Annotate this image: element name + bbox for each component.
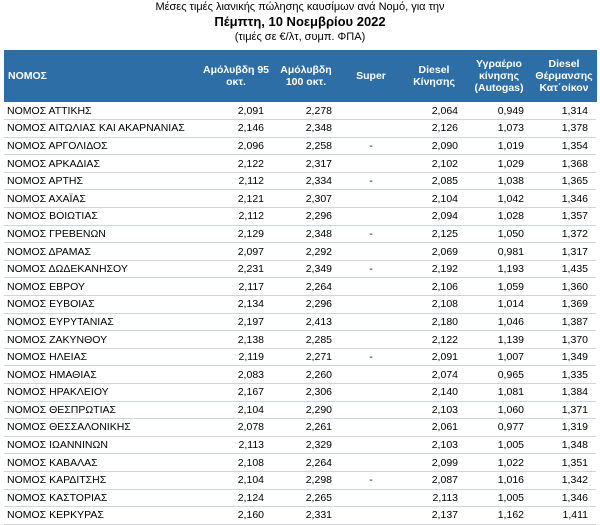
unleaded-100-cell: 2,292 (272, 243, 340, 261)
unleaded-100-cell: 2,307 (272, 190, 340, 208)
unleaded-95-cell: 2,108 (200, 454, 272, 472)
super-cell (340, 296, 402, 314)
table-row (4, 454, 596, 472)
nomos-cell: ΝΟΜΟΣ ΑΡΚΑΔΙΑΣ (4, 155, 200, 173)
nomos-cell: ΝΟΜΟΣ ΘΕΣΣΑΛΟΝΙΚΗΣ (4, 419, 200, 437)
nomos-cell: ΝΟΜΟΣ ΗΛΕΙΑΣ (4, 348, 200, 366)
heating-diesel-cell: 1,349 (532, 348, 596, 366)
super-cell (340, 155, 402, 173)
heating-diesel-cell: 1,351 (532, 454, 596, 472)
unleaded-100-cell: 2,264 (272, 454, 340, 472)
heating-diesel-cell: 1,369 (532, 296, 596, 314)
autogas-cell: 1,016 (466, 471, 532, 489)
nomos-cell: ΝΟΜΟΣ ΓΡΕΒΕΝΩΝ (4, 225, 200, 243)
diesel-cell: 2,103 (402, 401, 466, 419)
diesel-cell: 2,094 (402, 208, 466, 226)
autogas-cell: 1,073 (466, 120, 532, 138)
nomos-cell: ΝΟΜΟΣ ΑΡΓΟΛΙΔΟΣ (4, 137, 200, 155)
heating-diesel-cell: 1,348 (532, 436, 596, 454)
unleaded-100-cell: 2,348 (272, 225, 340, 243)
autogas-cell: 1,059 (466, 278, 532, 296)
table-row (4, 348, 596, 366)
super-cell (340, 419, 402, 437)
table-row (4, 507, 596, 525)
col-header-unleaded-100: Αμόλυβδη 100 οκτ. (272, 50, 340, 102)
heating-diesel-cell: 1,346 (532, 190, 596, 208)
heating-diesel-cell: 1,317 (532, 243, 596, 261)
super-cell (340, 278, 402, 296)
report-units: (τιμές σε €/λτ, συμπ. ΦΠΑ) (234, 31, 366, 43)
unleaded-100-cell: 2,348 (272, 120, 340, 138)
nomos-cell: ΝΟΜΟΣ ΗΜΑΘΙΑΣ (4, 366, 200, 384)
nomos-cell: ΝΟΜΟΣ ΔΡΑΜΑΣ (4, 243, 200, 261)
fuel-price-table (4, 50, 597, 525)
table-row (4, 260, 596, 278)
diesel-cell: 2,064 (402, 102, 466, 120)
col-header-nomos: ΝΟΜΟΣ (4, 50, 200, 102)
super-cell: - (340, 172, 402, 190)
unleaded-95-cell: 2,083 (200, 366, 272, 384)
col-header-diesel: Diesel Κίνησης (402, 50, 466, 102)
table-row (4, 401, 596, 419)
diesel-cell: 2,180 (402, 313, 466, 331)
nomos-cell: ΝΟΜΟΣ ΘΕΣΠΡΩΤΙΑΣ (4, 401, 200, 419)
unleaded-100-cell: 2,306 (272, 384, 340, 402)
unleaded-100-cell: 2,290 (272, 401, 340, 419)
heating-diesel-cell: 1,371 (532, 401, 596, 419)
table-row (4, 225, 596, 243)
autogas-cell: 1,162 (466, 507, 532, 525)
nomos-cell: ΝΟΜΟΣ ΕΒΡΟΥ (4, 278, 200, 296)
heating-diesel-cell: 1,314 (532, 102, 596, 120)
table-row (4, 471, 596, 489)
super-cell: - (340, 260, 402, 278)
unleaded-95-cell: 2,146 (200, 120, 272, 138)
nomos-cell: ΝΟΜΟΣ ΚΑΒΑΛΑΣ (4, 454, 200, 472)
unleaded-100-cell: 2,264 (272, 278, 340, 296)
heating-diesel-cell: 1,411 (532, 507, 596, 525)
autogas-cell: 1,029 (466, 155, 532, 173)
table-row (4, 366, 596, 384)
autogas-cell: 1,014 (466, 296, 532, 314)
diesel-cell: 2,103 (402, 436, 466, 454)
unleaded-95-cell: 2,112 (200, 172, 272, 190)
table-row (4, 278, 596, 296)
col-header-autogas: Υγραέριο κίνησης (Autogas) (466, 50, 532, 102)
nomos-cell: ΝΟΜΟΣ ΚΑΣΤΟΡΙΑΣ (4, 489, 200, 507)
diesel-cell: 2,069 (402, 243, 466, 261)
diesel-cell: 2,137 (402, 507, 466, 525)
unleaded-100-cell: 2,329 (272, 436, 340, 454)
diesel-cell: 2,104 (402, 190, 466, 208)
diesel-cell: 2,074 (402, 366, 466, 384)
autogas-cell: 1,038 (466, 172, 532, 190)
unleaded-95-cell: 2,121 (200, 190, 272, 208)
unleaded-95-cell: 2,119 (200, 348, 272, 366)
autogas-cell: 1,046 (466, 313, 532, 331)
autogas-cell: 1,005 (466, 489, 532, 507)
unleaded-100-cell: 2,296 (272, 296, 340, 314)
unleaded-95-cell: 2,104 (200, 471, 272, 489)
super-cell (340, 313, 402, 331)
autogas-cell: 1,193 (466, 260, 532, 278)
autogas-cell: 1,022 (466, 454, 532, 472)
table-row (4, 436, 596, 454)
report-subtitle: Μέσες τιμές λιανικής πώλησης καυσίμων ανά Νομό, για την (155, 1, 445, 13)
table-row (4, 419, 596, 437)
unleaded-100-cell: 2,261 (272, 419, 340, 437)
heating-diesel-cell: 1,378 (532, 120, 596, 138)
heating-diesel-cell: 1,360 (532, 278, 596, 296)
heating-diesel-cell: 1,354 (532, 137, 596, 155)
heating-diesel-cell: 1,368 (532, 155, 596, 173)
unleaded-100-cell: 2,298 (272, 471, 340, 489)
table-row (4, 296, 596, 314)
super-cell: - (340, 471, 402, 489)
heating-diesel-cell: 1,342 (532, 471, 596, 489)
nomos-cell: ΝΟΜΟΣ ΑΧΑΪΑΣ (4, 190, 200, 208)
heating-diesel-cell: 1,346 (532, 489, 596, 507)
diesel-cell: 2,108 (402, 296, 466, 314)
table-row (4, 102, 596, 120)
table-row (4, 190, 596, 208)
heating-diesel-cell: 1,335 (532, 366, 596, 384)
heating-diesel-cell: 1,319 (532, 419, 596, 437)
table-row (4, 137, 596, 155)
autogas-cell: 1,005 (466, 436, 532, 454)
unleaded-95-cell: 2,129 (200, 225, 272, 243)
unleaded-95-cell: 2,078 (200, 419, 272, 437)
super-cell (340, 454, 402, 472)
table-row (4, 313, 596, 331)
nomos-cell: ΝΟΜΟΣ ΑΤΤΙΚΗΣ (4, 102, 200, 120)
autogas-cell: 1,050 (466, 225, 532, 243)
table-row (4, 172, 596, 190)
diesel-cell: 2,102 (402, 155, 466, 173)
autogas-cell: 1,019 (466, 137, 532, 155)
unleaded-95-cell: 2,231 (200, 260, 272, 278)
super-cell (340, 190, 402, 208)
unleaded-95-cell: 2,167 (200, 384, 272, 402)
diesel-cell: 2,122 (402, 331, 466, 349)
super-cell (340, 489, 402, 507)
nomos-cell: ΝΟΜΟΣ ΖΑΚΥΝΘΟΥ (4, 331, 200, 349)
table-row (4, 243, 596, 261)
unleaded-100-cell: 2,271 (272, 348, 340, 366)
diesel-cell: 2,085 (402, 172, 466, 190)
super-cell (340, 507, 402, 525)
report-header (0, 0, 600, 44)
autogas-cell: 1,028 (466, 208, 532, 226)
unleaded-95-cell: 2,197 (200, 313, 272, 331)
nomos-cell: ΝΟΜΟΣ ΕΥΒΟΙΑΣ (4, 296, 200, 314)
super-cell: - (340, 225, 402, 243)
nomos-cell: ΝΟΜΟΣ ΕΥΡΥΤΑΝΙΑΣ (4, 313, 200, 331)
autogas-cell: 0,977 (466, 419, 532, 437)
diesel-cell: 2,061 (402, 419, 466, 437)
unleaded-95-cell: 2,112 (200, 208, 272, 226)
unleaded-95-cell: 2,122 (200, 155, 272, 173)
unleaded-100-cell: 2,265 (272, 489, 340, 507)
heating-diesel-cell: 1,372 (532, 225, 596, 243)
super-cell (340, 102, 402, 120)
super-cell (340, 331, 402, 349)
autogas-cell: 1,007 (466, 348, 532, 366)
unleaded-95-cell: 2,104 (200, 401, 272, 419)
unleaded-100-cell: 2,331 (272, 507, 340, 525)
unleaded-95-cell: 2,113 (200, 436, 272, 454)
super-cell (340, 366, 402, 384)
autogas-cell: 1,139 (466, 331, 532, 349)
autogas-cell: 0,965 (466, 366, 532, 384)
unleaded-95-cell: 2,138 (200, 331, 272, 349)
diesel-cell: 2,090 (402, 137, 466, 155)
diesel-cell: 2,192 (402, 260, 466, 278)
table-row (4, 489, 596, 507)
unleaded-100-cell: 2,349 (272, 260, 340, 278)
diesel-cell: 2,099 (402, 454, 466, 472)
diesel-cell: 2,113 (402, 489, 466, 507)
heating-diesel-cell: 1,384 (532, 384, 596, 402)
super-cell (340, 243, 402, 261)
col-header-super: Super (340, 50, 402, 102)
diesel-cell: 2,140 (402, 384, 466, 402)
nomos-cell: ΝΟΜΟΣ ΑΡΤΗΣ (4, 172, 200, 190)
autogas-cell: 0,981 (466, 243, 532, 261)
unleaded-100-cell: 2,258 (272, 137, 340, 155)
unleaded-95-cell: 2,117 (200, 278, 272, 296)
unleaded-95-cell: 2,097 (200, 243, 272, 261)
super-cell: - (340, 137, 402, 155)
nomos-cell: ΝΟΜΟΣ ΑΙΤΩΛΙΑΣ ΚΑΙ ΑΚΑΡΝΑΝΙΑΣ (4, 120, 200, 138)
autogas-cell: 1,042 (466, 190, 532, 208)
super-cell (340, 120, 402, 138)
unleaded-100-cell: 2,260 (272, 366, 340, 384)
unleaded-95-cell: 2,160 (200, 507, 272, 525)
nomos-cell: ΝΟΜΟΣ ΚΑΡΔΙΤΣΗΣ (4, 471, 200, 489)
unleaded-100-cell: 2,317 (272, 155, 340, 173)
super-cell (340, 401, 402, 419)
table-row (4, 155, 596, 173)
nomos-cell: ΝΟΜΟΣ ΙΩΑΝΝΙΝΩΝ (4, 436, 200, 454)
nomos-cell: ΝΟΜΟΣ ΔΩΔΕΚΑΝΗΣΟΥ (4, 260, 200, 278)
table-row (4, 331, 596, 349)
unleaded-100-cell: 2,413 (272, 313, 340, 331)
diesel-cell: 2,106 (402, 278, 466, 296)
heating-diesel-cell: 1,357 (532, 208, 596, 226)
diesel-cell: 2,087 (402, 471, 466, 489)
nomos-cell: ΝΟΜΟΣ ΒΟΙΩΤΙΑΣ (4, 208, 200, 226)
unleaded-95-cell: 2,124 (200, 489, 272, 507)
unleaded-100-cell: 2,334 (272, 172, 340, 190)
heating-diesel-cell: 1,370 (532, 331, 596, 349)
diesel-cell: 2,126 (402, 120, 466, 138)
unleaded-95-cell: 2,091 (200, 102, 272, 120)
super-cell: - (340, 348, 402, 366)
unleaded-95-cell: 2,134 (200, 296, 272, 314)
heating-diesel-cell: 1,435 (532, 260, 596, 278)
nomos-cell: ΝΟΜΟΣ ΚΕΡΚΥΡΑΣ (4, 507, 200, 525)
heating-diesel-cell: 1,387 (532, 313, 596, 331)
autogas-cell: 0,949 (466, 102, 532, 120)
col-header-unleaded-95: Αμόλυβδη 95 οκτ. (200, 50, 272, 102)
table-row (4, 208, 596, 226)
table-row (4, 384, 596, 402)
diesel-cell: 2,091 (402, 348, 466, 366)
super-cell (340, 436, 402, 454)
unleaded-100-cell: 2,285 (272, 331, 340, 349)
autogas-cell: 1,081 (466, 384, 532, 402)
autogas-cell: 1,060 (466, 401, 532, 419)
heating-diesel-cell: 1,365 (532, 172, 596, 190)
super-cell (340, 208, 402, 226)
report-date: Πέμπτη, 10 Νοεμβρίου 2022 (214, 14, 386, 29)
col-header-heating-diesel: Diesel Θέρμανσης Κατ΄οίκον (532, 50, 596, 102)
table-header-row (4, 50, 596, 102)
unleaded-100-cell: 2,296 (272, 208, 340, 226)
unleaded-100-cell: 2,278 (272, 102, 340, 120)
nomos-cell: ΝΟΜΟΣ ΗΡΑΚΛΕΙΟΥ (4, 384, 200, 402)
table-row (4, 120, 596, 138)
super-cell (340, 384, 402, 402)
diesel-cell: 2,125 (402, 225, 466, 243)
unleaded-95-cell: 2,096 (200, 137, 272, 155)
